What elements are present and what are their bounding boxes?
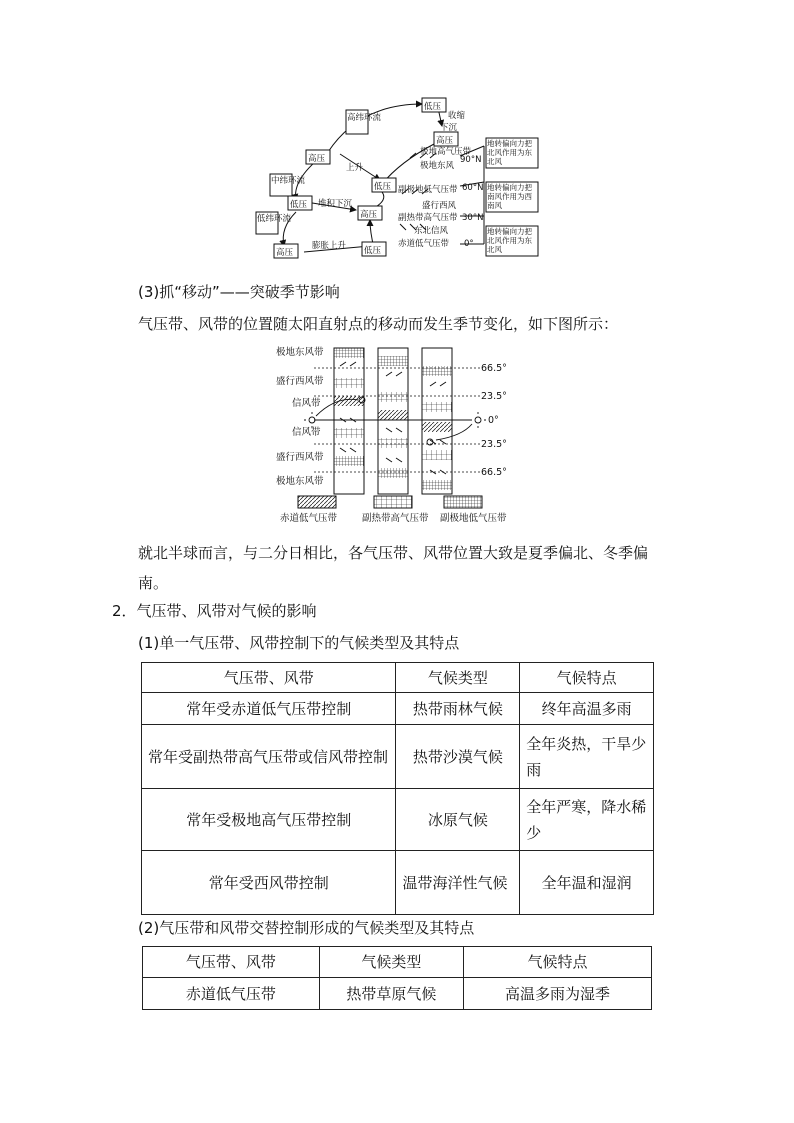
- lat-label-5: 66.5°: [481, 467, 507, 478]
- table-header-row: [143, 947, 652, 978]
- label-sink: 下沉: [440, 123, 458, 133]
- box-mid-high: 高压: [360, 210, 378, 220]
- band-label-3: 信风带: [292, 398, 321, 409]
- header-cell: 气压带、风带: [143, 947, 320, 978]
- header-cell: 气候类型: [396, 663, 520, 693]
- band-label-4: 信风带: [292, 427, 321, 438]
- box-left-high: 高压: [308, 154, 326, 164]
- table-cell: 热带雨林气候: [396, 693, 520, 725]
- legend-3: 副极地低气压带: [440, 513, 507, 524]
- table-cell: 常年受西风带控制: [142, 851, 396, 915]
- label-lat60: 60°N: [462, 183, 484, 193]
- table-cell: 终年高温多雨: [520, 693, 654, 725]
- label-lat90: 90°N: [460, 155, 482, 165]
- box-bottom-low: 低压: [364, 246, 382, 256]
- label-subtropical-high: 副热带高气压带: [398, 213, 458, 223]
- band-label-1: 极地东风带: [276, 347, 324, 358]
- label-pile-sink: 堆积下沉: [318, 199, 353, 209]
- note-3: 地转偏向力把北风作用为东北风: [487, 227, 532, 254]
- box-top-low: 低压: [424, 102, 442, 112]
- label-shrink: 收缩: [448, 111, 466, 121]
- note-2: 地转偏向力把南风作用为西南风: [487, 183, 532, 210]
- label-westerly: 盛行西风: [422, 201, 457, 211]
- box-low-lat: 低纬环流: [257, 214, 292, 224]
- box-high-lat: 高纬环流: [347, 113, 382, 123]
- header-cell: 气候特点: [520, 663, 654, 693]
- table-header-row: [142, 663, 654, 693]
- heading-move: (3)抓“移动”——突破季节影响: [138, 283, 340, 301]
- legend-1: 赤道低气压带: [280, 513, 338, 524]
- legend-2: 副热带高气压带: [362, 513, 429, 524]
- table-cell: 热带草原气候: [319, 978, 463, 1010]
- header-cell: 气候类型: [319, 947, 463, 978]
- lat-label-3: 0°: [488, 415, 499, 426]
- label-lat0: 0°: [464, 239, 474, 249]
- box-mid-lat: 中纬环流: [271, 176, 306, 186]
- lat-label-2: 23.5°: [481, 391, 507, 402]
- band-label-6: 极地东风带: [276, 476, 324, 487]
- table-cell: 冰原气候: [396, 789, 520, 851]
- table-cell: 常年受副热带高气压带或信风带控制: [142, 725, 396, 789]
- table-cell: 常年受赤道低气压带控制: [142, 693, 396, 725]
- label-polar-high: 极地高气压带: [420, 147, 472, 157]
- header-cell: 气候特点: [464, 947, 652, 978]
- table-cell: 热带沙漠气候: [396, 725, 520, 789]
- label-ne-trade: 东北信风: [414, 226, 449, 236]
- table-cell: 赤道低气压带: [143, 978, 320, 1010]
- table-row: [143, 978, 652, 1010]
- table-row: [142, 693, 654, 725]
- paragraph-move: 气压带、风带的位置随太阳直射点的移动而发生季节变化，如下图所示：: [138, 315, 619, 333]
- table-cell: 全年炎热，干旱少雨: [520, 725, 654, 789]
- table-cell: 全年严寒，降水稀少: [520, 789, 654, 851]
- subheading-1: (1)单一气压带、风带控制下的气候类型及其特点: [138, 634, 460, 652]
- table-cell: 高温多雨为湿季: [464, 978, 652, 1010]
- climate-table-1: [141, 662, 654, 915]
- table-row: [142, 789, 654, 851]
- section-2-heading: 2．气压带、风带对气候的影响: [112, 602, 317, 620]
- table-row: [142, 851, 654, 915]
- table-cell: 温带海洋性气候: [396, 851, 520, 915]
- box-mid-low: 低压: [374, 182, 392, 192]
- label-equator-low: 赤道低气压带: [398, 239, 450, 249]
- circulation-diagram: [250, 96, 560, 268]
- seasonal-shift-diagram: [276, 344, 520, 526]
- label-expand-rise: 膨胀上升: [312, 241, 347, 251]
- lat-label-1: 66.5°: [481, 363, 507, 374]
- header-cell: 气压带、风带: [142, 663, 396, 693]
- table-row: [142, 725, 654, 789]
- table-cell: 常年受极地高气压带控制: [142, 789, 396, 851]
- table-cell: 全年温和湿润: [520, 851, 654, 915]
- box-bottom-high: 高压: [276, 248, 294, 258]
- label-subpolar-low: 副极地低气压带: [398, 185, 458, 195]
- subheading-2: (2)气压带和风带交替控制形成的气候类型及其特点: [138, 919, 475, 937]
- climate-table-2: [142, 946, 652, 1010]
- lat-label-4: 23.5°: [481, 439, 507, 450]
- label-lat30: 30°N: [462, 213, 484, 223]
- label-polar-east: 极地东风: [420, 161, 455, 171]
- box-top-high: 高压: [436, 136, 454, 146]
- band-label-5: 盛行西风带: [276, 452, 324, 463]
- band-label-2: 盛行西风带: [276, 376, 324, 387]
- box-left-low: 低压: [290, 200, 308, 210]
- note-1: 地转偏向力把北风作用为东北风: [487, 139, 532, 166]
- label-rise: 上升: [346, 163, 364, 173]
- paragraph-summary: 就北半球而言，与二分日相比，各气压带、风带位置大致是夏季偏北、冬季偏南。: [138, 544, 649, 592]
